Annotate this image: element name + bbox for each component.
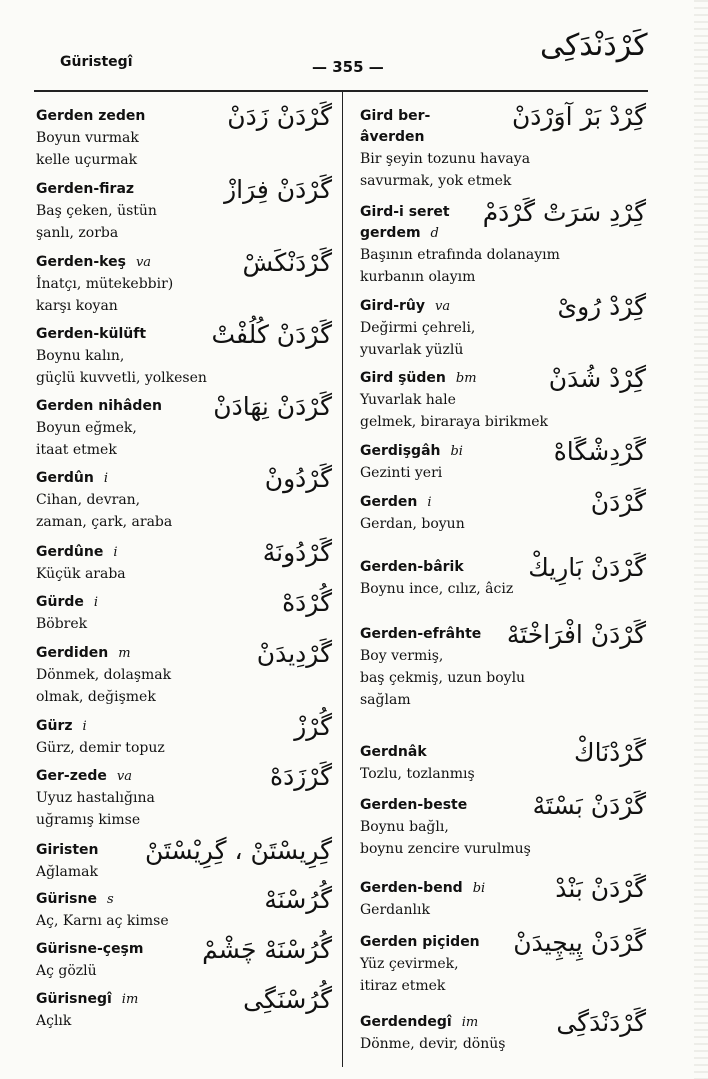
headword-text: gerdem bbox=[360, 225, 421, 241]
entry-arabic-script: گَرْدَنْ bbox=[590, 488, 646, 517]
headword-text: Gürisnegî bbox=[36, 991, 112, 1007]
dictionary-entry bbox=[360, 874, 646, 921]
entry-arabic-script: گَرْدَنْ بَنْدْ bbox=[555, 874, 646, 903]
entry-arabic-script: گَرْدَنْ پِيچِيدَنْ bbox=[513, 928, 646, 957]
entry-arabic-script: گُرْدَهْ bbox=[282, 588, 332, 617]
entry-arabic-script: گَرْدَنْ بَارِيكْ bbox=[528, 553, 646, 582]
headword-text: Gird-rûy bbox=[360, 298, 426, 314]
entry-arabic-script: گُرُسْنَهْ bbox=[264, 885, 332, 914]
grammar-abbreviation: d bbox=[430, 226, 439, 241]
entry-definition: karşı koyan bbox=[36, 298, 118, 314]
headword-text: Gerden zeden bbox=[36, 108, 146, 124]
headword-text: Gürisne-çeşm bbox=[36, 941, 144, 957]
headword-text: Giristen bbox=[36, 842, 99, 858]
dictionary-entry bbox=[360, 791, 646, 860]
entry-arabic-script: گَرْزَدَهْ bbox=[270, 762, 332, 791]
entry-definition: Gerdanlık bbox=[360, 902, 430, 918]
headword-text: Gerdendegî bbox=[360, 1014, 452, 1030]
dictionary-entry bbox=[36, 102, 332, 171]
page-number: — 355 — bbox=[312, 58, 384, 76]
dictionary-entry bbox=[360, 553, 646, 600]
entry-definition: Ağlamak bbox=[36, 864, 99, 880]
running-head-right-arabic: كَرْدَنْدَكِى bbox=[540, 28, 648, 63]
entry-arabic-script: گَرْدَنْ كُلُفْتْ bbox=[211, 320, 332, 349]
entry-definition: Uyuz hastalığına bbox=[36, 790, 155, 806]
grammar-abbreviation: im bbox=[121, 992, 139, 1007]
headword-text: Gerdnâk bbox=[360, 744, 427, 760]
dictionary-entry bbox=[360, 292, 646, 361]
page-edge-speckle bbox=[694, 0, 708, 1079]
dictionary-entry bbox=[360, 437, 646, 484]
entry-arabic-script: گَرْدِيدَنْ bbox=[256, 639, 332, 668]
dictionary-entry bbox=[360, 738, 646, 785]
headword-text: Gerden-beste bbox=[360, 797, 468, 813]
entry-definition: Açlık bbox=[36, 1013, 72, 1029]
dictionary-entry bbox=[36, 639, 332, 708]
entry-definition: Boynu bağlı, bbox=[360, 819, 449, 835]
headword-text: Gerdişgâh bbox=[360, 443, 441, 459]
entry-definition: sağlam bbox=[360, 692, 411, 708]
headword-text: Gird ber- bbox=[360, 108, 431, 124]
dictionary-entry bbox=[360, 488, 646, 535]
grammar-abbreviation: bm bbox=[455, 371, 477, 386]
entry-arabic-script: گِرْدْ شُدَنْ bbox=[548, 364, 646, 393]
grammar-abbreviation: va bbox=[135, 255, 152, 270]
entry-definition: Boyun vurmak bbox=[36, 130, 139, 146]
entry-definition: Baş çeken, üstün bbox=[36, 203, 157, 219]
dictionary-entry bbox=[36, 588, 332, 635]
entry-arabic-script: گُرُسْنَگِى bbox=[243, 985, 332, 1014]
entry-definition: Dönme, devir, dönüş bbox=[360, 1036, 506, 1052]
grammar-abbreviation: va bbox=[435, 299, 451, 314]
headword-text: Gürz bbox=[36, 718, 73, 734]
grammar-abbreviation: s bbox=[106, 892, 114, 907]
entry-arabic-script: گَرْدِشْگَاهْ bbox=[553, 437, 646, 466]
entry-arabic-script: گِرْدْ رُوىْ bbox=[557, 292, 646, 321]
entry-definition: kelle uçurmak bbox=[36, 152, 138, 168]
dictionary-entry bbox=[36, 985, 332, 1032]
entry-definition: Değirmi çehreli, bbox=[360, 320, 476, 336]
entry-definition: Gerdan, boyun bbox=[360, 516, 465, 532]
entry-definition: Aç gözlü bbox=[36, 963, 97, 979]
headword-text: Gerdiden bbox=[36, 645, 109, 661]
entry-definition: Bir şeyin tozunu havaya bbox=[360, 151, 531, 167]
entry-definition: İnatçı, mütekebbir) bbox=[36, 276, 174, 292]
entry-arabic-script: گُرْزْ bbox=[294, 712, 332, 741]
headword-text: Gerden bbox=[360, 494, 418, 510]
entry-arabic-script: گَرْدَنْ بَسْتَهْ bbox=[532, 791, 646, 820]
dictionary-entry bbox=[36, 248, 332, 317]
dictionary-entry bbox=[36, 762, 332, 831]
entry-definition: itaat etmek bbox=[36, 442, 117, 458]
grammar-abbreviation: m bbox=[118, 646, 131, 661]
entry-definition: Böbrek bbox=[36, 616, 88, 632]
entry-definition: Gezinti yeri bbox=[360, 465, 443, 481]
dictionary-entry bbox=[36, 712, 332, 759]
headword-text: Gird-i seret bbox=[360, 204, 450, 220]
entry-arabic-script: گُرُسْنَهْ چَشْمْ bbox=[202, 935, 332, 964]
entry-arabic-script: گَرْدَنْكَشْ bbox=[242, 248, 332, 277]
entry-definition: Cihan, devran, bbox=[36, 492, 141, 508]
entry-definition: baş çekmiş, uzun boylu bbox=[360, 670, 526, 686]
headword-text: Gerden-külüft bbox=[36, 326, 147, 342]
dictionary-entry bbox=[36, 885, 332, 932]
headword-text: Gerdûne bbox=[36, 544, 104, 560]
entry-definition: kurbanın olayım bbox=[360, 269, 476, 285]
headword-text: Gerden-keş bbox=[36, 254, 126, 270]
headword-text: Gerden-bârik bbox=[360, 559, 464, 575]
entry-headword bbox=[36, 716, 332, 737]
dictionary-entry bbox=[360, 364, 646, 433]
grammar-abbreviation: va bbox=[116, 769, 132, 784]
entry-definition: Dönmek, dolaşmak bbox=[36, 667, 172, 683]
entry-definition: şanlı, zorba bbox=[36, 225, 119, 241]
grammar-abbreviation: i bbox=[427, 495, 432, 510]
grammar-abbreviation: i bbox=[82, 719, 87, 734]
grammar-abbreviation: i bbox=[93, 595, 99, 610]
entry-definition: Başının etrafında dolanayım bbox=[360, 247, 560, 263]
dictionary-entry bbox=[360, 198, 646, 288]
dictionary-entry bbox=[36, 538, 332, 585]
grammar-abbreviation: i bbox=[103, 471, 109, 486]
header-rule bbox=[34, 90, 648, 92]
dictionary-entry bbox=[360, 620, 646, 711]
headword-text: Gerden-bend bbox=[360, 880, 463, 896]
entry-arabic-script: گَرْدَنْ فِرَازْ bbox=[224, 175, 332, 204]
entry-definition: Boynu ince, cılız, âciz bbox=[360, 581, 514, 597]
grammar-abbreviation: i bbox=[113, 545, 118, 560]
headword-text: Gürde bbox=[36, 594, 84, 610]
entry-arabic-script: گَرْدَنْ نِهَادَنْ bbox=[213, 392, 332, 421]
headword-text: Gerden piçiden bbox=[360, 934, 480, 950]
entry-definition: olmak, değişmek bbox=[36, 689, 156, 705]
dictionary-entry bbox=[36, 320, 332, 389]
entry-arabic-script: گَرْدْنَاكْ bbox=[573, 738, 646, 767]
headword-text: Gerdûn bbox=[36, 470, 94, 486]
dictionary-entry bbox=[36, 392, 332, 461]
grammar-abbreviation: im bbox=[461, 1015, 479, 1030]
entry-definition: Yuvarlak hale bbox=[360, 392, 456, 408]
dictionary-entry bbox=[36, 935, 332, 982]
dictionary-entry bbox=[360, 1008, 646, 1055]
entry-arabic-script: گَرْدُونْ bbox=[264, 464, 332, 493]
entry-arabic-script: گَرْدَنْ افْرَاخْتَهْ bbox=[506, 620, 646, 649]
grammar-abbreviation: bi bbox=[472, 881, 486, 896]
dictionary-entry bbox=[360, 928, 646, 997]
entry-definition: güçlü kuvvetli, yolkesen bbox=[36, 370, 207, 386]
entry-definition: gelmek, biraraya birikmek bbox=[360, 414, 549, 430]
grammar-abbreviation: bi bbox=[450, 444, 463, 459]
dictionary-entry bbox=[360, 102, 646, 192]
entry-arabic-script: گِرِيسْتَنْ ، گِرِيْسْتَنْ bbox=[144, 836, 332, 865]
entry-arabic-script: گِرْدِ سَرَتْ گَرْدَمْ bbox=[482, 198, 646, 227]
column-divider bbox=[342, 92, 343, 1067]
entry-arabic-script: گِرْدْ بَرْ آوَرْدَنْ bbox=[511, 102, 646, 131]
entry-definition: Yüz çevirmek, bbox=[360, 956, 459, 972]
running-head-left: Güristegî bbox=[60, 54, 133, 70]
entry-definition: Boy vermiş, bbox=[360, 648, 444, 664]
headword-text: Gerden nihâden bbox=[36, 398, 162, 414]
dictionary-entry bbox=[36, 464, 332, 533]
headword-text: Gerden-firaz bbox=[36, 181, 135, 197]
entry-definition: Boynu kalın, bbox=[36, 348, 125, 364]
headword-text: Gürisne bbox=[36, 891, 97, 907]
entry-definition: savurmak, yok etmek bbox=[360, 173, 512, 189]
headword-text: Gerden-efrâhte bbox=[360, 626, 482, 642]
entry-definition: Boyun eğmek, bbox=[36, 420, 137, 436]
entry-definition: uğramış kimse bbox=[36, 812, 141, 828]
entry-definition: boynu zencire vurulmuş bbox=[360, 841, 531, 857]
headword-text: Gird şüden bbox=[360, 370, 446, 386]
entry-definition: Gürz, demir topuz bbox=[36, 740, 165, 756]
entry-definition: Küçük araba bbox=[36, 566, 126, 582]
entry-definition: Aç, Karnı aç kimse bbox=[36, 913, 169, 929]
entry-definition: yuvarlak yüzlü bbox=[360, 342, 464, 358]
headword-text: Ger-zede bbox=[36, 768, 107, 784]
dictionary-entry bbox=[36, 836, 332, 883]
entry-definition: itiraz etmek bbox=[360, 978, 446, 994]
entry-definition: zaman, çark, araba bbox=[36, 514, 173, 530]
entry-arabic-script: گَرْدَنْ زَدَنْ bbox=[227, 102, 332, 131]
entry-arabic-script: گَرْدَنْدَگِى bbox=[556, 1008, 646, 1037]
entry-definition: Tozlu, tozlanmış bbox=[360, 766, 475, 782]
entry-arabic-script: گَرْدُونَهْ bbox=[262, 538, 332, 567]
dictionary-entry bbox=[36, 175, 332, 244]
headword-text: âverden bbox=[360, 129, 425, 145]
